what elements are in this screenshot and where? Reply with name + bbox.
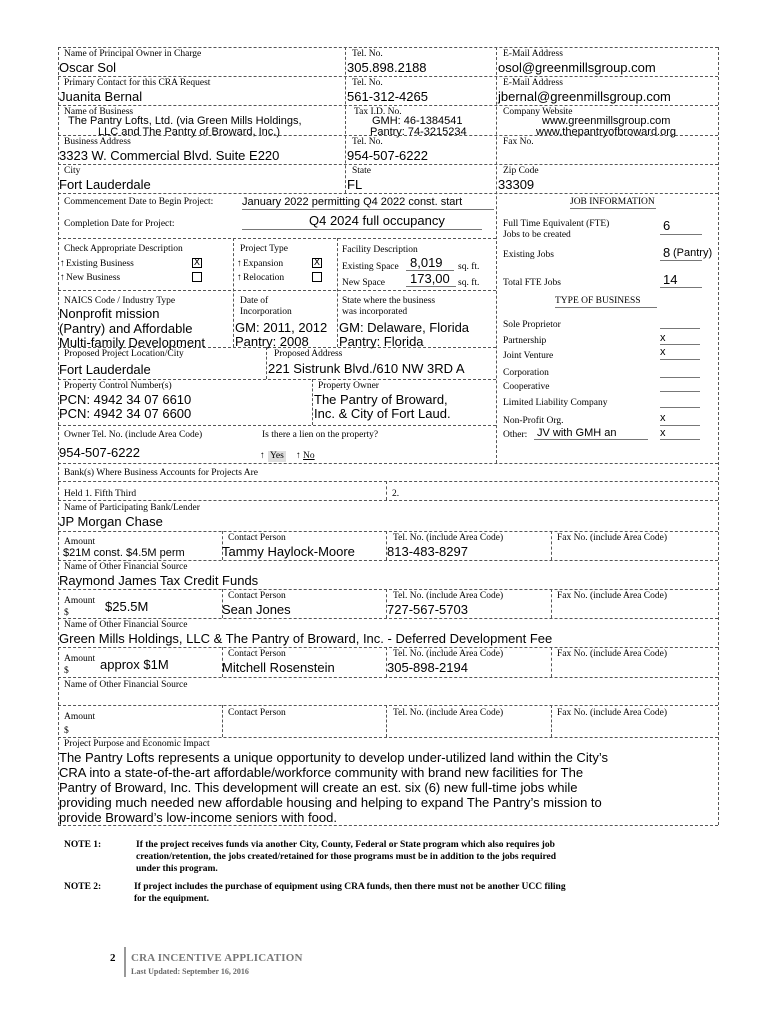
existing-jobs-note: (Pantry) [673,247,713,259]
corporation-label: Corporation [503,368,549,378]
existing-business-checkbox[interactable]: X [193,258,201,268]
note2-line2: for the equipment. [134,894,210,904]
owner-tel-value[interactable]: 954-507-6222 [59,445,140,460]
total-fte-value[interactable]: 14 [663,272,678,287]
other1-fax-label: Fax No. (include Area Code) [557,591,668,601]
purpose-line4[interactable]: providing much needed new affordable housing and helping to expand The Pantry’s mission to [59,795,602,810]
rule-row14 [58,531,718,532]
contact-label: Primary Contact for this CRA Request [64,78,211,88]
banks-label: Bank(s) Where Business Accounts for Projects Are [64,468,259,478]
other3-dollar: $ [64,726,69,736]
relocation-arrow: ↑ [237,273,242,283]
cooperative-label: Cooperative [503,382,550,392]
address-label: Business Address [64,137,131,147]
other2-value[interactable]: Green Mills Holdings, LLC & The Pantry of Broward, Inc. - Deferred Development Fee [59,631,553,646]
new-space-label: New Space [342,278,385,288]
contact-tel-value[interactable]: 561-312-4265 [347,89,428,104]
new-business-arrow: ↑ [60,273,65,283]
rule-row1 [58,76,718,77]
business-type-header-underline [555,307,657,308]
inc-state-label-line2: was incorporated [342,307,408,317]
rule-col-address [266,347,267,379]
expansion-checkbox[interactable]: X [313,258,321,268]
joint-venture-mark[interactable]: x [660,346,666,358]
rule-row19 [58,677,718,678]
job-info-header: JOB INFORMATION [570,197,655,207]
state-label: State [352,166,371,176]
inc-date-value-line1[interactable]: GM: 2011, 2012 [235,321,328,335]
existing-business-label: Existing Business [66,259,134,269]
lien-no-arrow: ↑ [296,451,301,461]
expansion-label: Expansion [243,259,284,269]
fte-label-line2: Jobs to be created [503,230,571,240]
fte-label-line1: Full Time Equivalent (FTE) [503,219,610,229]
property-owner-value-line2[interactable]: Inc. & City of Fort Laud. [314,406,451,421]
other2-contact-value[interactable]: Mitchell Rosenstein [222,660,335,675]
rule-row13 [58,500,718,501]
rule-col-propowner [312,379,313,425]
note1-line3: under this program. [136,864,218,874]
note2-line1: If project includes the purchase of equipment using CRA funds, then there must not be another UCC filing [134,882,566,892]
other3-amount-label: Amount [64,712,96,722]
other2-fax-label: Fax No. (include Area Code) [557,649,668,659]
existing-space-value[interactable]: 8,019 [410,255,443,270]
taxid-value-line2[interactable]: Pantry: 74-3215234 [370,126,467,138]
city-label: City [64,166,81,176]
other-type-mark[interactable]: x [660,427,666,439]
business-label: Name of Business [64,107,134,117]
other2-label: Name of Other Financial Source [64,620,188,630]
lender-tel-value[interactable]: 813-483-8297 [387,544,468,559]
business-value-line1[interactable]: The Pantry Lofts, Ltd. (via Green Mills Holdings, [68,115,302,127]
rule-row5 [58,193,718,194]
fax-label: Fax No. [503,137,534,147]
zip-value[interactable]: 33309 [498,177,535,192]
lender-label: Name of Participating Bank/Lender [64,503,200,513]
rule-fin-c [551,531,552,560]
purpose-line1[interactable]: The Pantry Lofts represents a unique opportunity to develop under-utilized land within the City’s [59,750,608,765]
other2-tel-value[interactable]: 305-898-2194 [387,660,468,675]
rule-col-email [496,47,497,463]
inc-date-label-line2: Incorporation [240,307,292,317]
rule-row6 [58,238,496,239]
naics-value-line1[interactable]: Nonprofit mission [59,306,160,321]
inc-date-value-line2[interactable]: Pantry: 2008 [235,334,309,349]
nonprofit-line [660,425,700,426]
bank-held-1[interactable]: Held 1. Fifth Third [64,489,137,499]
rule-row2 [58,105,718,106]
expansion-arrow: ↑ [237,259,242,269]
taxid-label: Tax I.D. No. [354,107,402,117]
begin-date-label: Commencement Date to Begin Project: [64,197,214,207]
taxid-value-line1[interactable]: GMH: 46-1384541 [372,115,463,127]
lender-fax-label: Fax No. (include Area Code) [557,533,668,543]
rule-row10 [58,425,496,426]
partnership-mark[interactable]: x [660,332,666,344]
rule-left [58,47,59,825]
business-type-header: TYPE OF BUSINESS [555,296,641,306]
contact-value[interactable]: Juanita Bernal [59,89,143,104]
sole-proprietor-line[interactable] [660,328,700,329]
other2-tel-label: Tel. No. (include Area Code) [393,649,504,659]
purpose-line2[interactable]: CRA into a state-of-the-art affordable/workforce community with brand new facilities for The [59,765,584,780]
rule-row7 [58,290,496,291]
completion-date-value[interactable]: Q4 2024 full occupancy [309,213,445,228]
joint-venture-line [660,359,700,360]
other-type-value[interactable]: JV with GMH an [537,427,617,439]
existing-jobs-label: Existing Jobs [503,250,554,260]
llc-line[interactable] [660,407,700,408]
new-space-value[interactable]: 173,00 [410,271,450,286]
cooperative-line[interactable] [660,391,700,392]
lender-amount-value[interactable]: $21M const. $4.5M perm [63,547,185,559]
other2-amount-label: Amount [64,654,96,664]
other3-label: Name of Other Financial Source [64,680,188,690]
inc-state-label-line1: State where the business [342,296,436,306]
corporation-line[interactable] [660,377,700,378]
purpose-line5[interactable]: provide Broward’s low-income seniors with food. [59,810,337,825]
facility-label: Facility Description [342,245,418,255]
contact-email-value[interactable]: jbernal@greenmillsgroup.com [498,89,671,104]
completion-date-label: Completion Date for Project: [64,219,175,229]
other1-value[interactable]: Raymond James Tax Credit Funds [59,573,259,588]
other2-contact-label: Contact Person [228,649,286,659]
owner-email-label: E-Mail Address [503,49,563,59]
property-owner-label: Property Owner [318,381,379,391]
inc-date-label-line1: Date of [240,296,269,306]
lender-contact-value[interactable]: Tammy Haylock-Moore [222,544,355,559]
other1-contact-label: Contact Person [228,591,286,601]
description-label: Check Appropriate Description [64,244,183,254]
rule-col-held2 [386,481,387,500]
rule-bottom [58,825,718,826]
other1-tel-label: Tel. No. (include Area Code) [393,591,504,601]
website-value-line2[interactable]: www.thepantryofbroward.org [536,126,677,138]
owner-tel-value[interactable]: 305.898.2188 [347,60,427,75]
rule-row18 [58,647,718,648]
other1-dollar: $ [64,608,69,618]
other1-tel-value[interactable]: 727-567-5703 [387,602,468,617]
rule-row11 [58,463,718,464]
note2-label: NOTE 2: [64,882,102,892]
pcn-value-line1[interactable]: PCN: 4942 34 07 6610 [59,392,192,407]
sole-proprietor-label: Sole Proprietor [503,320,561,330]
city-value[interactable]: Fort Lauderdale [59,177,151,192]
rule-fin-c3 [551,647,552,677]
rule-fin-a4 [222,705,223,737]
rule-col-type [233,238,234,347]
pcn-label: Property Control Number(s) [64,381,172,391]
address-tel-label: Tel. No. [352,137,383,147]
llc-label: Limited Liability Company [503,398,608,408]
rule-row12 [58,481,718,482]
nonprofit-label: Non-Profit Org. [503,416,564,426]
other1-contact-value[interactable]: Sean Jones [222,602,291,617]
existing-jobs-value[interactable]: 8 [663,245,671,260]
fte-underline [660,234,702,235]
lien-yes-option[interactable]: Yes [270,451,284,461]
existing-space-unit: sq. ft. [458,262,480,272]
lender-amount-label: Amount [64,537,96,547]
address-tel-value[interactable]: 954-507-6222 [347,148,428,163]
other-type-label: Other: [503,430,528,440]
existing-jobs-underline [660,260,702,261]
fte-value[interactable]: 6 [663,218,671,233]
bank-held-2[interactable]: 2. [392,489,400,499]
note1-label: NOTE 1: [64,840,102,850]
zip-label: Zip Code [503,166,539,176]
other1-amount-label: Amount [64,596,96,606]
joint-venture-label: Joint Venture [503,351,554,361]
footer-divider [124,947,126,977]
state-value[interactable]: FL [347,177,363,192]
other1-amount-value[interactable]: $25.5M [105,599,149,614]
proposed-address-value[interactable]: 221 Sistrunk Blvd./610 NW 3RD A [268,362,465,376]
other3-fax-label: Fax No. (include Area Code) [557,708,668,718]
lien-no-option[interactable]: No [303,451,315,461]
other2-dollar: $ [64,666,69,676]
rule-fin-b4 [386,705,387,737]
location-label: Proposed Project Location/City [64,349,184,359]
total-fte-underline [660,287,702,288]
begin-date-value[interactable]: January 2022 permitting Q4 2022 const. start [242,196,463,208]
rule-row4 [58,164,718,165]
new-business-label: New Business [66,273,121,283]
pcn-value-line2[interactable]: PCN: 4942 34 07 6600 [59,406,192,421]
relocation-checkbox[interactable] [312,272,322,282]
rule-row20 [58,705,718,706]
existing-space-label: Existing Space [342,262,399,272]
owner-label: Name of Principal Owner in Charge [64,49,202,59]
inc-state-value-line1[interactable]: GM: Delaware, Florida [339,320,470,335]
footer-updated: Last Updated: September 16, 2016 [131,967,249,976]
proposed-address-label: Proposed Address [274,349,343,359]
purpose-label: Project Purpose and Economic Impact [64,739,210,749]
contact-tel-label: Tel. No. [352,78,383,88]
other-type-underline [534,439,648,440]
new-space-unit: sq. ft. [458,278,480,288]
lien-label: Is there a lien on the property? [262,430,379,440]
property-owner-value-line1[interactable]: The Pantry of Broward, [314,392,448,407]
rule-row21 [58,737,718,738]
note1-line2: creation/retention, the jobs created/retained for those programs must be in addition to the jobs required [136,852,557,862]
other3-tel-label: Tel. No. (include Area Code) [393,708,504,718]
rule-row9 [58,379,496,380]
new-business-checkbox[interactable] [192,272,202,282]
rule-right [718,47,719,825]
rule-top [58,47,718,48]
rule-col-facility [337,238,338,347]
other1-label: Name of Other Financial Source [64,562,188,572]
job-info-header-underline [570,208,656,209]
website-value-line1[interactable]: www.greenmillsgroup.com [542,115,671,127]
inc-state-value-line2[interactable]: Pantry: Florida [339,334,424,349]
total-fte-label: Total FTE Jobs [503,278,561,288]
owner-value[interactable]: Oscar Sol [59,60,117,75]
project-type-label: Project Type [240,244,288,254]
contact-email-label: E-Mail Address [503,78,563,88]
location-value[interactable]: Fort Lauderdale [59,362,151,377]
other2-amount-value[interactable]: approx $1M [100,657,169,672]
rule-fin-c4 [551,705,552,737]
footer-title: CRA INCENTIVE APPLICATION [131,952,303,964]
lender-value[interactable]: JP Morgan Chase [59,514,163,529]
footer-page-number: 2 [110,952,116,964]
completion-date-underline [242,229,482,230]
note1-line1: If the project receives funds via another City, County, Federal or State program which also requires job [136,840,555,850]
existing-business-arrow: ↑ [60,259,65,269]
rule-row15 [58,560,718,561]
website-label: Company Website [503,107,573,117]
other-type-line [660,439,700,440]
lien-yes-arrow: ↑ [260,451,265,461]
purpose-line3[interactable]: Pantry of Broward, Inc. This development will create an est. six (6) new full-time jobs while [59,780,578,795]
business-value-line2[interactable]: LLC and The Pantry of Broward, Inc.) [98,126,280,138]
owner-tel-label: Owner Tel. No. (include Area Code) [64,430,203,440]
naics-value-line2[interactable]: (Pantry) and Affordable [59,321,193,336]
naics-label: NAICS Code / Industry Type [64,296,176,306]
rule-fin-c2 [551,589,552,618]
other3-contact-label: Contact Person [228,708,286,718]
partnership-line [660,344,700,345]
owner-tel-label: Tel. No. [352,49,383,59]
lender-contact-label: Contact Person [228,533,286,543]
begin-date-underline [242,209,494,210]
naics-value-line3[interactable]: Multi-family Development [59,335,205,350]
address-value[interactable]: 3323 W. Commercial Blvd. Suite E220 [59,148,280,163]
rule-col-tel [345,47,346,193]
rule-row16 [58,589,718,590]
owner-email-value[interactable]: osol@greenmillsgroup.com [498,60,656,75]
lender-tel-label: Tel. No. (include Area Code) [393,533,504,543]
nonprofit-mark[interactable]: x [660,412,666,424]
rule-row17 [58,618,718,619]
relocation-label: Relocation [243,273,285,283]
partnership-label: Partnership [503,336,547,346]
new-space-underline [406,286,456,287]
